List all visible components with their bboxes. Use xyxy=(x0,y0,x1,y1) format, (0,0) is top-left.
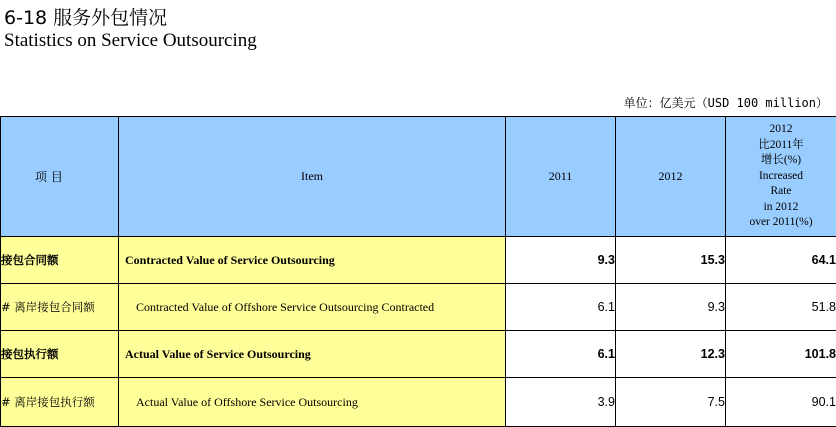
header-rate-line: over 2011(%) xyxy=(726,215,836,231)
row-increase-rate: 101.8 xyxy=(726,331,836,378)
header-rate-line: 比2011年 xyxy=(726,138,836,154)
row-item-en: Contracted Value of Offshore Service Outsourcing Contracted xyxy=(119,284,506,331)
statistics-table xyxy=(0,116,836,427)
table-header-row xyxy=(1,117,836,237)
table-row xyxy=(1,378,836,427)
row-value-2011: 9.3 xyxy=(506,237,616,284)
header-rate-line: Increased xyxy=(726,169,836,185)
row-name-cn: # 离岸接包执行额 xyxy=(1,378,119,427)
header-rate-line: in 2012 xyxy=(726,200,836,216)
header-rate-line: Rate xyxy=(726,184,836,200)
row-value-2011: 3.9 xyxy=(506,378,616,427)
row-value-2012: 15.3 xyxy=(616,237,726,284)
header-increase-rate xyxy=(726,117,836,237)
row-increase-rate: 51.8 xyxy=(726,284,836,331)
row-name-cn: 接包执行额 xyxy=(1,331,119,378)
row-increase-rate: 90.1 xyxy=(726,378,836,427)
table-row xyxy=(1,237,836,284)
header-item-cn: 项 目 xyxy=(1,117,119,237)
header-item-en: Item xyxy=(119,117,506,237)
row-value-2012: 9.3 xyxy=(616,284,726,331)
row-item-en: Contracted Value of Service Outsourcing xyxy=(119,237,506,284)
page-title-chinese: 6-18 服务外包情况 xyxy=(4,3,167,30)
header-2012: 2012 xyxy=(616,117,726,237)
header-rate-line: 增长(%) xyxy=(726,153,836,169)
row-value-2012: 7.5 xyxy=(616,378,726,427)
row-increase-rate: 64.1 xyxy=(726,237,836,284)
row-name-cn: 接包合同额 xyxy=(1,237,119,284)
row-item-en: Actual Value of Service Outsourcing xyxy=(119,331,506,378)
row-item-en: Actual Value of Offshore Service Outsourcing xyxy=(119,378,506,427)
header-rate-line: 2012 xyxy=(726,122,836,138)
row-value-2011: 6.1 xyxy=(506,284,616,331)
row-name-cn: # 离岸接包合同额 xyxy=(1,284,119,331)
table-row xyxy=(1,331,836,378)
unit-label: 单位：亿美元（USD 100 million） xyxy=(624,94,828,111)
row-value-2011: 6.1 xyxy=(506,331,616,378)
page-title-english: Statistics on Service Outsourcing xyxy=(4,30,257,52)
header-2011: 2011 xyxy=(506,117,616,237)
table-row xyxy=(1,284,836,331)
row-value-2012: 12.3 xyxy=(616,331,726,378)
